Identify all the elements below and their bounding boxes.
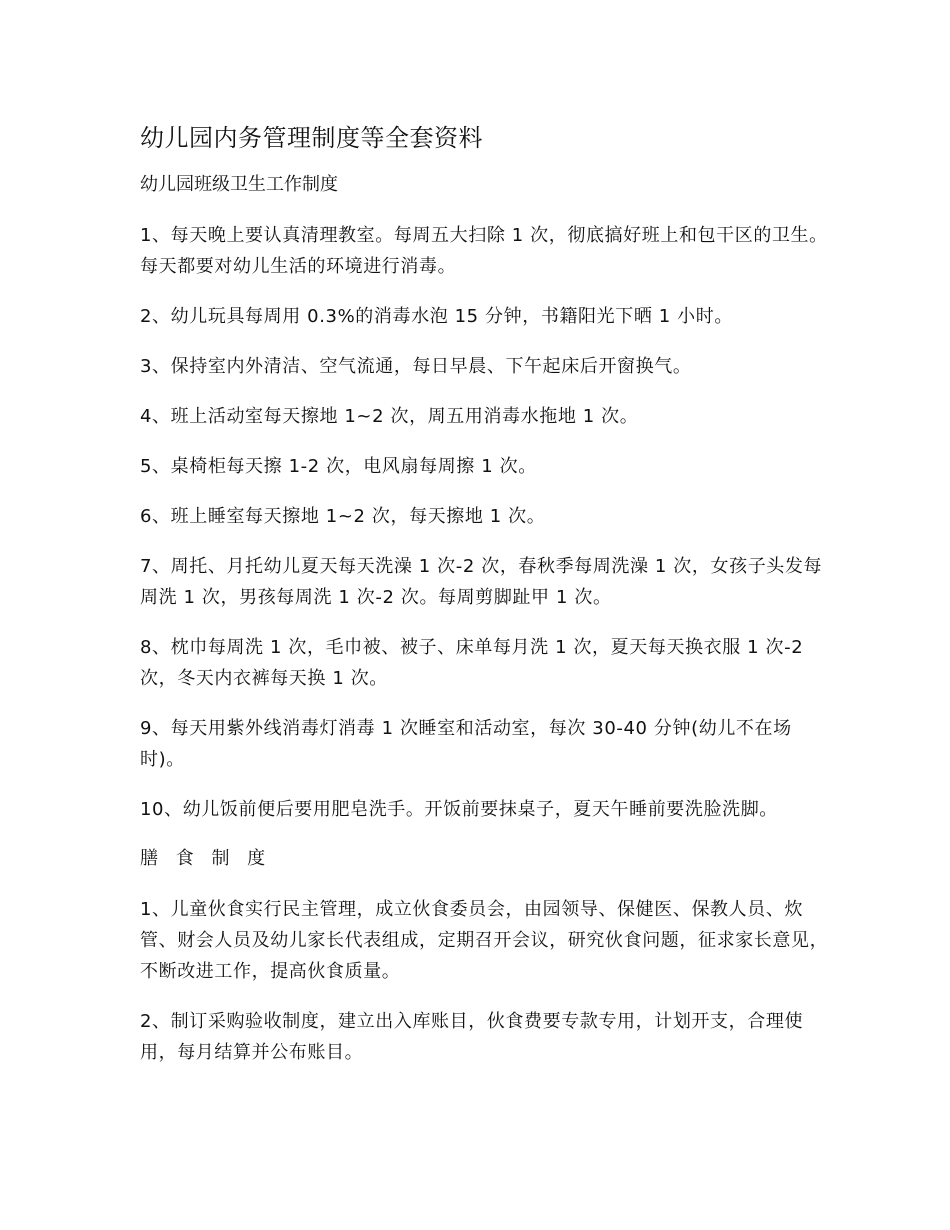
paragraph: 7、周托、月托幼儿夏天每天洗澡 1 次-2 次，春秋季每周洗澡 1 次，女孩子头发每周洗 1 次，男孩每周洗 1 次-2 次。每周剪脚趾甲 1 次。: [140, 556, 823, 608]
paragraph: 1、每天晚上要认真清理教室。每周五大扫除 1 次，彻底搞好班上和包干区的卫生。每天都要对幼儿生活的环境进行消毒。: [140, 225, 828, 277]
paragraph: 1、儿童伙食实行民主管理，成立伙食委员会，由园领导、保健医、保教人员、炊管、财会人员及幼儿家长代表组成，定期召开会议，研究伙食问题，征求家长意见，不断改进工作，提高伙食质量。: [140, 899, 829, 982]
paragraph: 5、桌椅柜每天擦 1-2 次，电风扇每周擦 1 次。: [140, 456, 537, 477]
document-content: [140, 118, 830, 1087]
section-heading-meals: 膳 食 制 度: [140, 848, 272, 869]
paragraph: 10、幼儿饭前便后要用肥皂洗手。开饭前要抹桌子，夏天午睡前要洗脸洗脚。: [140, 799, 778, 820]
paragraph: 8、枕巾每周洗 1 次，毛巾被、被子、床单每月洗 1 次，夏天每天换衣服 1 次-2 次，冬天内衣裤每天换 1 次。: [140, 637, 804, 689]
document-title: 幼儿园内务管理制度等全套资料: [140, 124, 483, 152]
section-heading-class-hygiene: 幼儿园班级卫生工作制度: [140, 174, 338, 195]
paragraph: 2、幼儿玩具每周用 0.3%的消毒水泡 15 分钟，书籍阳光下晒 1 小时。: [140, 306, 733, 327]
paragraph: 6、班上睡室每天擦地 1~2 次，每天擦地 1 次。: [140, 506, 546, 527]
paragraph: 9、每天用紫外线消毒灯消毒 1 次睡室和活动室，每次 30-40 分钟(幼儿不在场时)。: [140, 718, 792, 770]
paragraph: 3、保持室内外清洁、空气流通，每日早晨、下午起床后开窗换气。: [140, 356, 692, 377]
paragraph: 4、班上活动室每天擦地 1~2 次，周五用消毒水拖地 1 次。: [140, 406, 639, 427]
paragraph: 2、制订采购验收制度，建立出入库账目，伙食费要专款专用，计划开支，合理使用，每月结算并公布账目。: [140, 1011, 804, 1063]
